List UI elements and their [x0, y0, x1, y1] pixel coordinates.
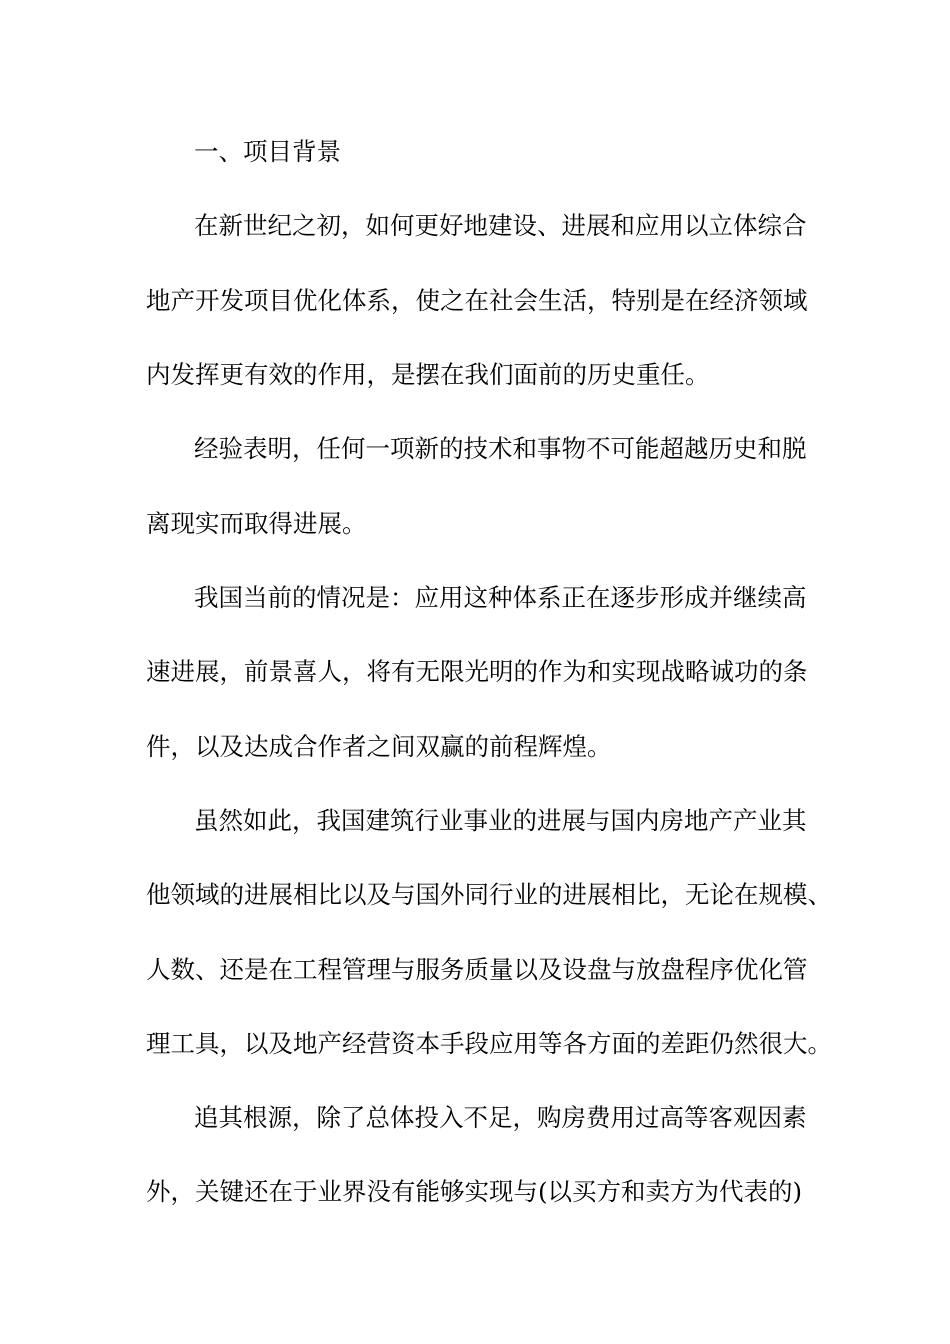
paragraph-3-line-2: 速进展，前景喜人，将有无限光明的作为和实现战略诚功的条	[146, 657, 808, 686]
paragraph-4-line-2: 他领域的进展相比以及与国外同行业的进展相比，无论在规模、	[146, 880, 832, 909]
paragraph-2-line-2: 离现实而取得进展。	[146, 509, 367, 538]
paragraph-3-line-1: 我国当前的情况是：应用这种体系正在逐步形成并继续高	[194, 583, 807, 612]
paragraph-3-line-3: 件，以及达成合作者之间双赢的前程辉煌。	[146, 732, 612, 761]
paragraph-4-line-4: 理工具，以及地产经营资本手段应用等各方面的差距仍然很大。	[146, 1029, 832, 1058]
paragraph-2-line-1: 经验表明，任何一项新的技术和事物不可能超越历史和脱	[194, 434, 807, 463]
paragraph-5-line-2: 外，关键还在于业界没有能够实现与(以买方和卖方为代表的)	[146, 1177, 803, 1206]
section-heading: 一、项目背景	[194, 137, 341, 166]
paragraph-1-line-3: 内发挥更有效的作用，是摆在我们面前的历史重任。	[146, 360, 710, 389]
paragraph-4-line-3: 人数、还是在工程管理与服务质量以及设盘与放盘程序优化管	[146, 955, 808, 984]
paragraph-1-line-2: 地产开发项目优化体系，使之在社会生活，特别是在经济领域	[146, 286, 808, 315]
paragraph-1-line-1: 在新世纪之初，如何更好地建设、进展和应用以立体综合	[194, 211, 807, 240]
paragraph-5-line-1: 追其根源，除了总体投入不足，购房费用过高等客观因素	[194, 1103, 807, 1132]
paragraph-4-line-1: 虽然如此，我国建筑行业事业的进展与国内房地产产业其	[194, 806, 807, 835]
